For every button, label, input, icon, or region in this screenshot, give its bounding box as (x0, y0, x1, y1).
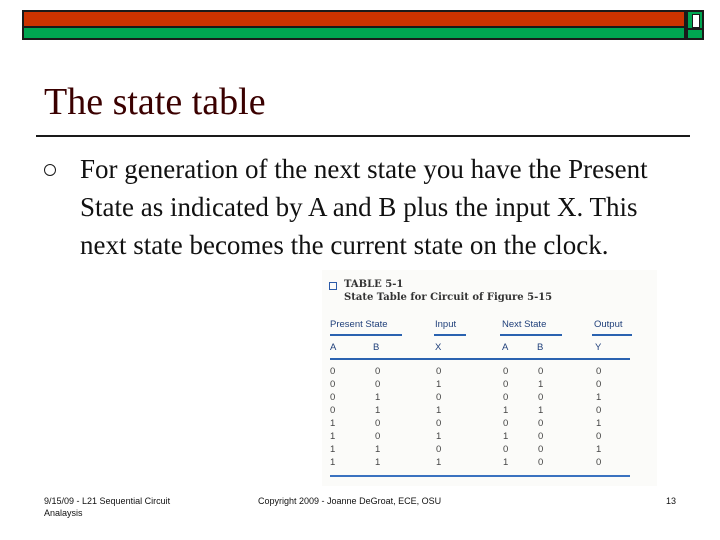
cell-next-b: 0 (538, 392, 544, 403)
banner-corner-box-lower (686, 30, 704, 40)
header-underline (434, 334, 466, 336)
banner-corner-box (686, 10, 704, 30)
cell-next-a: 0 (503, 392, 509, 403)
table-row (322, 405, 657, 416)
cell-x: 0 (436, 366, 442, 377)
table-row (322, 457, 657, 468)
state-table-image (322, 270, 657, 486)
cell-next-a: 0 (503, 379, 509, 390)
cell-y: 1 (596, 418, 602, 429)
cell-a: 0 (330, 405, 336, 416)
cell-x: 1 (436, 379, 442, 390)
page-number: 13 (666, 496, 677, 506)
cell-x: 0 (436, 392, 442, 403)
title-rule (36, 135, 690, 137)
cell-next-a: 0 (503, 444, 509, 455)
col-header-a: A (330, 342, 337, 353)
cell-b: 1 (375, 457, 381, 468)
footer-copyright: Copyright 2009 - Joanne DeGroat, ECE, OSU (258, 496, 442, 506)
table-row (322, 366, 657, 377)
header-bottom-rule (330, 358, 630, 360)
header-underline (330, 334, 402, 336)
cell-next-b: 0 (538, 418, 544, 429)
cell-next-a: 1 (503, 405, 509, 416)
cell-x: 0 (436, 444, 442, 455)
banner-red-bar (22, 10, 686, 28)
cell-y: 0 (596, 431, 602, 442)
banner-corner-inner (692, 14, 700, 28)
table-bottom-rule (330, 475, 630, 477)
cell-a: 0 (330, 379, 336, 390)
cell-b: 0 (375, 418, 381, 429)
cell-next-b: 0 (538, 431, 544, 442)
cell-b: 0 (375, 431, 381, 442)
cell-next-b: 1 (538, 405, 544, 416)
table-caption-text: State Table for Circuit of Figure 5-15 (344, 292, 553, 303)
slide-title: The state table (44, 81, 266, 123)
cell-b: 1 (375, 405, 381, 416)
cell-a: 0 (330, 366, 336, 377)
col-header-b: B (373, 342, 380, 353)
cell-x: 1 (436, 431, 442, 442)
header-present-state: Present State (330, 319, 388, 330)
cell-next-a: 0 (503, 418, 509, 429)
banner-green-bar (22, 28, 686, 40)
cell-a: 1 (330, 444, 336, 455)
cell-x: 1 (436, 457, 442, 468)
table-row (322, 379, 657, 390)
cell-next-b: 0 (538, 457, 544, 468)
cell-next-b: 0 (538, 444, 544, 455)
bullet-text: For generation of the next state you have the Present State as indicated by A and B plus the input X. This next state becomes the current state on the clock. (80, 154, 648, 260)
cell-a: 1 (330, 418, 336, 429)
col-header-next-a: A (502, 342, 509, 353)
col-header-y: Y (595, 342, 602, 353)
cell-y: 0 (596, 379, 602, 390)
cell-b: 1 (375, 392, 381, 403)
header-underline (500, 334, 562, 336)
table-row (322, 431, 657, 442)
cell-next-b: 0 (538, 366, 544, 377)
header-output: Output (594, 319, 623, 330)
table-row (322, 418, 657, 429)
cell-y: 1 (596, 392, 602, 403)
cell-b: 0 (375, 366, 381, 377)
cell-y: 1 (596, 444, 602, 455)
cell-a: 1 (330, 457, 336, 468)
header-input: Input (435, 319, 457, 330)
bullet-circle-icon (44, 164, 56, 176)
cell-b: 0 (375, 379, 381, 390)
header-underline (592, 334, 632, 336)
cell-next-b: 1 (538, 379, 544, 390)
table-caption-number: TABLE 5-1 (344, 279, 404, 290)
cell-next-a: 1 (503, 457, 509, 468)
header-next-state: Next State (502, 319, 547, 330)
cell-y: 0 (596, 457, 602, 468)
cell-next-a: 0 (503, 366, 509, 377)
table-caption (344, 278, 552, 304)
cell-y: 0 (596, 366, 602, 377)
cell-x: 1 (436, 405, 442, 416)
col-header-next-b: B (537, 342, 544, 353)
cell-x: 0 (436, 418, 442, 429)
cell-a: 1 (330, 431, 336, 442)
table-row (322, 392, 657, 403)
cell-b: 1 (375, 444, 381, 455)
cell-next-a: 1 (503, 431, 509, 442)
footer-date-course: 9/15/09 - L21 Sequential Circuit Analaysis (44, 496, 171, 518)
cell-y: 0 (596, 405, 602, 416)
table-marker-icon (329, 282, 337, 290)
col-header-x: X (435, 342, 442, 353)
table-row (322, 444, 657, 455)
cell-a: 0 (330, 392, 336, 403)
